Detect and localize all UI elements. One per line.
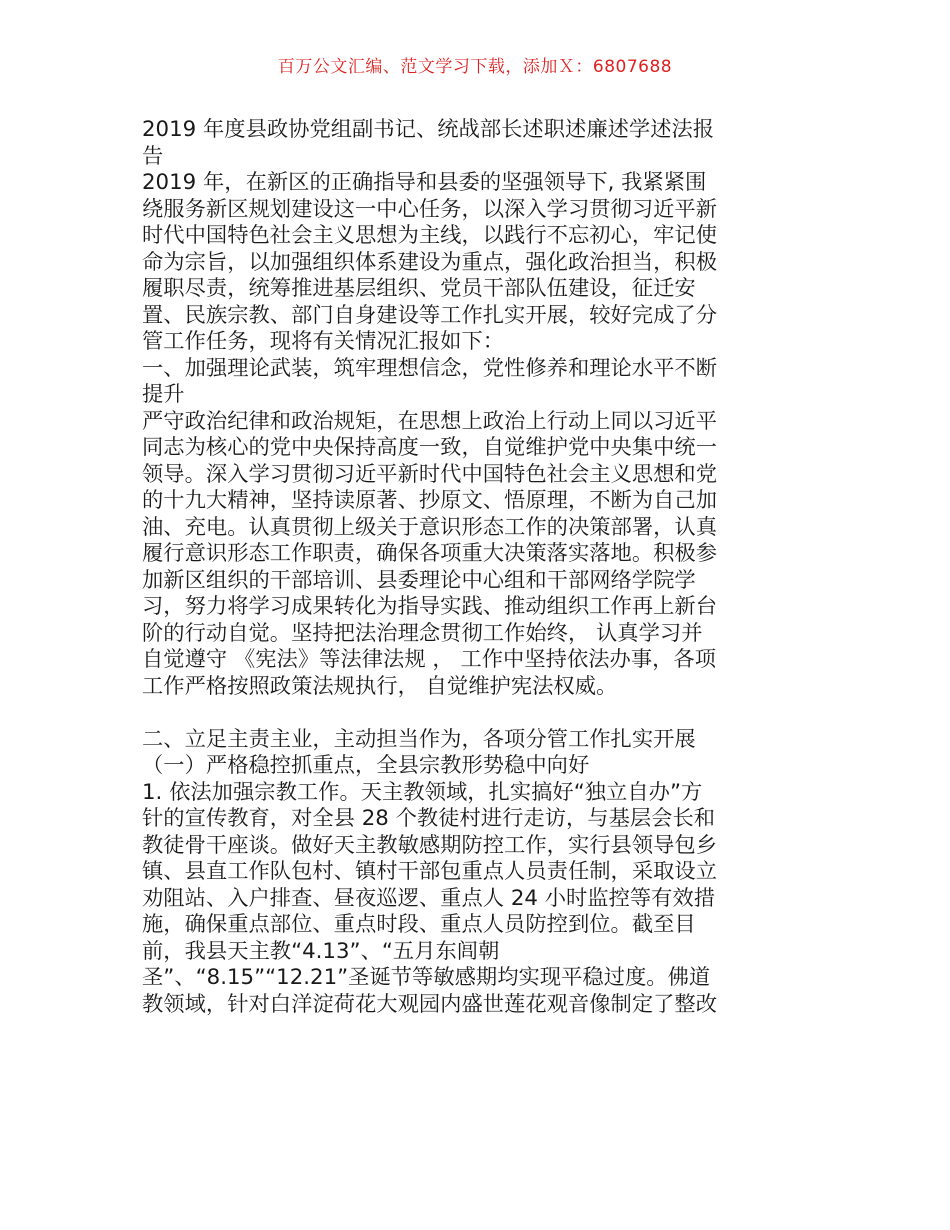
text-line: 教领域，针对白洋淀荷花大观园内盛世莲花观音像制定了整改	[142, 991, 718, 1017]
section-1-paragraph	[142, 409, 812, 701]
document-title	[142, 117, 812, 170]
section-2-heading: 二、立足主责主业，主动担当作为，各项分管工作扎实开展	[142, 726, 696, 752]
title-line: 2019 年度县政协党组副书记、统战部长述职述廉述学述法报	[142, 117, 715, 142]
heading-line: 提升	[142, 382, 185, 407]
text-line: 履职尽责，统筹推进基层组织、党员干部队伍建设，征迁安	[142, 276, 696, 301]
text-line: 工作严格按照政策法规执行， 自觉维护宪法权威。	[142, 673, 618, 699]
text-line: 油、充电。认真贯彻上级关于意识形态工作的决策部署，认真	[142, 514, 718, 540]
text-line: 命为宗旨，以加强组织体系建设为重点，强化政治担当，积极	[142, 249, 718, 275]
subsection-1-heading: （一）严格稳控抓重点，全县宗教形势稳中向好	[142, 753, 590, 778]
heading-line: 一、加强理论武装，筑牢理想信念，党性修养和理论水平不断	[142, 355, 718, 381]
text-line: 劝阻站、入户排查、昼夜巡逻、重点人 24 小时监控等有效措	[142, 885, 716, 911]
document-body	[142, 117, 812, 1018]
text-line: 绕服务新区规划建设这一中心任务，以深入学习贯彻习近平新	[142, 196, 718, 222]
text-line: 严守政治纪律和政治规矩，在思想上政治上行动上同以习近平	[142, 408, 718, 434]
text-line: 履行意识形态工作职责，确保各项重大决策落实落地。积极参	[142, 541, 718, 566]
text-line: 同志为核心的党中央保持高度一致，自觉维护党中央集中统一	[142, 435, 718, 460]
text-line: 圣”、“8.15”“12.21”圣诞节等敏感期均实现平稳过度。佛道	[142, 965, 711, 990]
text-line: 领导。深入学习贯彻习近平新时代中国特色社会主义思想和党	[142, 461, 718, 487]
text-line: 前，我县天主教“4.13”、“五月东闾朝	[142, 938, 500, 964]
text-line: 镇、县直工作队包村、镇村干部包重点人员责任制，采取设立	[142, 859, 718, 884]
text-line: 时代中国特色社会主义思想为主线，以践行不忘初心，牢记使	[142, 223, 718, 248]
text-line: 1. 依法加强宗教工作。天主教领域，扎实搞好“独立自办”方	[142, 779, 703, 805]
text-line: 习，努力将学习成果转化为指导实践、推动组织工作再上新台	[142, 594, 718, 619]
section-1-heading	[142, 356, 812, 409]
text-line: 加新区组织的干部培训、县委理论中心组和干部网络学院学	[142, 567, 696, 593]
text-line: 2019 年，在新区的正确指导和县委的坚强领导下, 我紧紧围	[142, 170, 707, 195]
text-line: 的十九大精神，坚持读原著、抄原文、悟原理，不断为自己加	[142, 488, 718, 513]
text-line: 教徒骨干座谈。做好天主教敏感期防控工作，实行县领导包乡	[142, 832, 718, 858]
title-line: 告	[142, 143, 164, 169]
text-line: 施，确保重点部位、重点时段、重点人员防控到位。截至目	[142, 912, 696, 937]
promo-header: 百万公文汇编、范文学习下载，添加Ｘ：6807688	[277, 57, 673, 77]
intro-paragraph	[142, 170, 812, 356]
text-line: 针的宣传教育，对全县 28 个教徒村进行走访，与基层会长和	[142, 806, 716, 831]
paragraph-spacer	[142, 700, 812, 727]
item-1-paragraph	[142, 780, 812, 1019]
text-line: 阶的行动自觉。坚持把法治理念贯彻工作始终， 认真学习并	[142, 620, 703, 646]
text-line: 置、民族宗教、部门自身建设等工作扎实开展，较好完成了分	[142, 302, 718, 328]
text-line: 管工作任务，现将有关情况汇报如下：	[142, 329, 505, 354]
text-line: 自觉遵守 《宪法》等法律法规 ， 工作中坚持依法办事，各项	[142, 647, 717, 672]
